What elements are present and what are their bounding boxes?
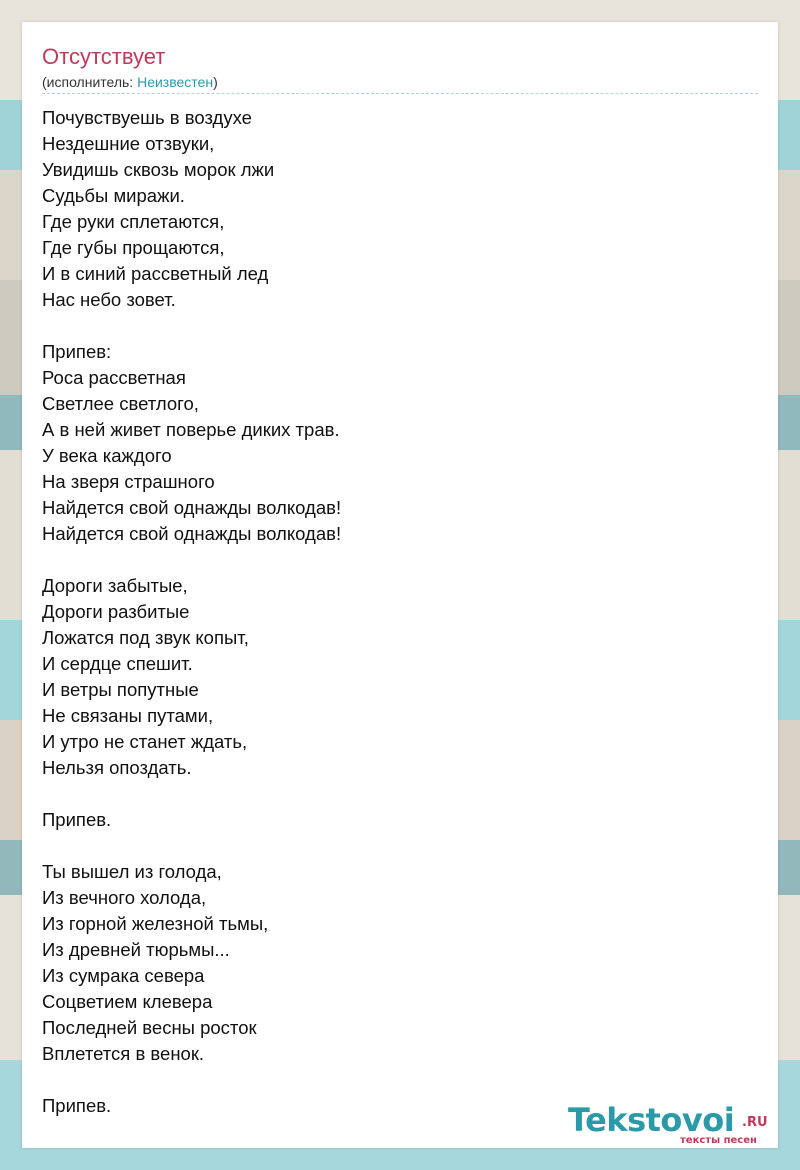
- lyric-line: Из сумрака севера: [42, 965, 205, 986]
- lyric-line: И утро не станет ждать,: [42, 731, 248, 752]
- lyric-line: Ложатся под звук копыт,: [42, 627, 249, 648]
- lyric-line: Нельзя опоздать.: [42, 757, 192, 778]
- lyric-line: Ты вышел из голода,: [42, 861, 222, 882]
- lyric-line: У века каждого: [42, 445, 172, 466]
- logo-wordmark: Tekstovoi: [568, 1101, 735, 1139]
- lyric-line: [42, 547, 758, 573]
- title-divider: [42, 93, 758, 94]
- lyric-line: Где губы прощаются,: [42, 237, 225, 258]
- lyric-line: И сердце спешит.: [42, 653, 193, 674]
- lyric-line: [42, 313, 758, 339]
- logo-tld: .RU: [742, 1115, 768, 1130]
- lyric-line: Вплетется в венок.: [42, 1043, 205, 1064]
- lyric-line: [42, 1067, 758, 1093]
- lyric-line: Найдется свой однажды волкодав!: [42, 523, 342, 544]
- lyric-line: Найдется свой однажды волкодав!: [42, 497, 342, 518]
- performer-line: [42, 73, 218, 91]
- lyric-line: Почувствуешь в воздухе: [42, 107, 252, 128]
- lyric-line: Из вечного холода,: [42, 887, 207, 908]
- lyric-line: Светлее светлого,: [42, 393, 199, 414]
- lyric-line: Не связаны путами,: [42, 705, 214, 726]
- lyric-line: Судьбы миражи.: [42, 185, 185, 206]
- lyric-line: Где руки сплетаются,: [42, 211, 225, 232]
- performer-prefix: (исполнитель:: [42, 74, 138, 90]
- lyric-line: Дороги забытые,: [42, 575, 188, 596]
- lyrics-card: [22, 22, 778, 1148]
- lyric-line: На зверя страшного: [42, 471, 215, 492]
- lyric-line: Последней весны росток: [42, 1017, 257, 1038]
- lyric-line: [42, 833, 758, 859]
- performer-link[interactable]: Неизвестен: [137, 74, 214, 90]
- lyric-line: Припев.: [42, 1095, 112, 1116]
- site-logo[interactable]: [568, 1102, 778, 1146]
- lyrics-text: [42, 105, 758, 1119]
- logo-tagline: тексты песен: [680, 1135, 757, 1146]
- lyric-line: Увидишь сквозь морок лжи: [42, 159, 275, 180]
- lyric-line: И в синий рассветный лед: [42, 263, 269, 284]
- lyric-line: Из древней тюрьмы...: [42, 939, 230, 960]
- lyric-line: Роса рассветная: [42, 367, 186, 388]
- lyric-line: Соцветием клевера: [42, 991, 213, 1012]
- lyric-line: Нездешние отзвуки,: [42, 133, 215, 154]
- performer-suffix: ): [213, 74, 218, 90]
- lyric-line: Нас небо зовет.: [42, 289, 176, 310]
- lyric-line: Дороги разбитые: [42, 601, 190, 622]
- lyric-line: [42, 781, 758, 807]
- lyric-line: А в ней живет поверье диких трав.: [42, 419, 340, 440]
- song-title: Отсутствует: [42, 44, 166, 69]
- lyric-line: Припев:: [42, 341, 112, 362]
- lyric-line: Припев.: [42, 809, 112, 830]
- lyric-line: И ветры попутные: [42, 679, 199, 700]
- lyric-line: Из горной железной тьмы,: [42, 913, 269, 934]
